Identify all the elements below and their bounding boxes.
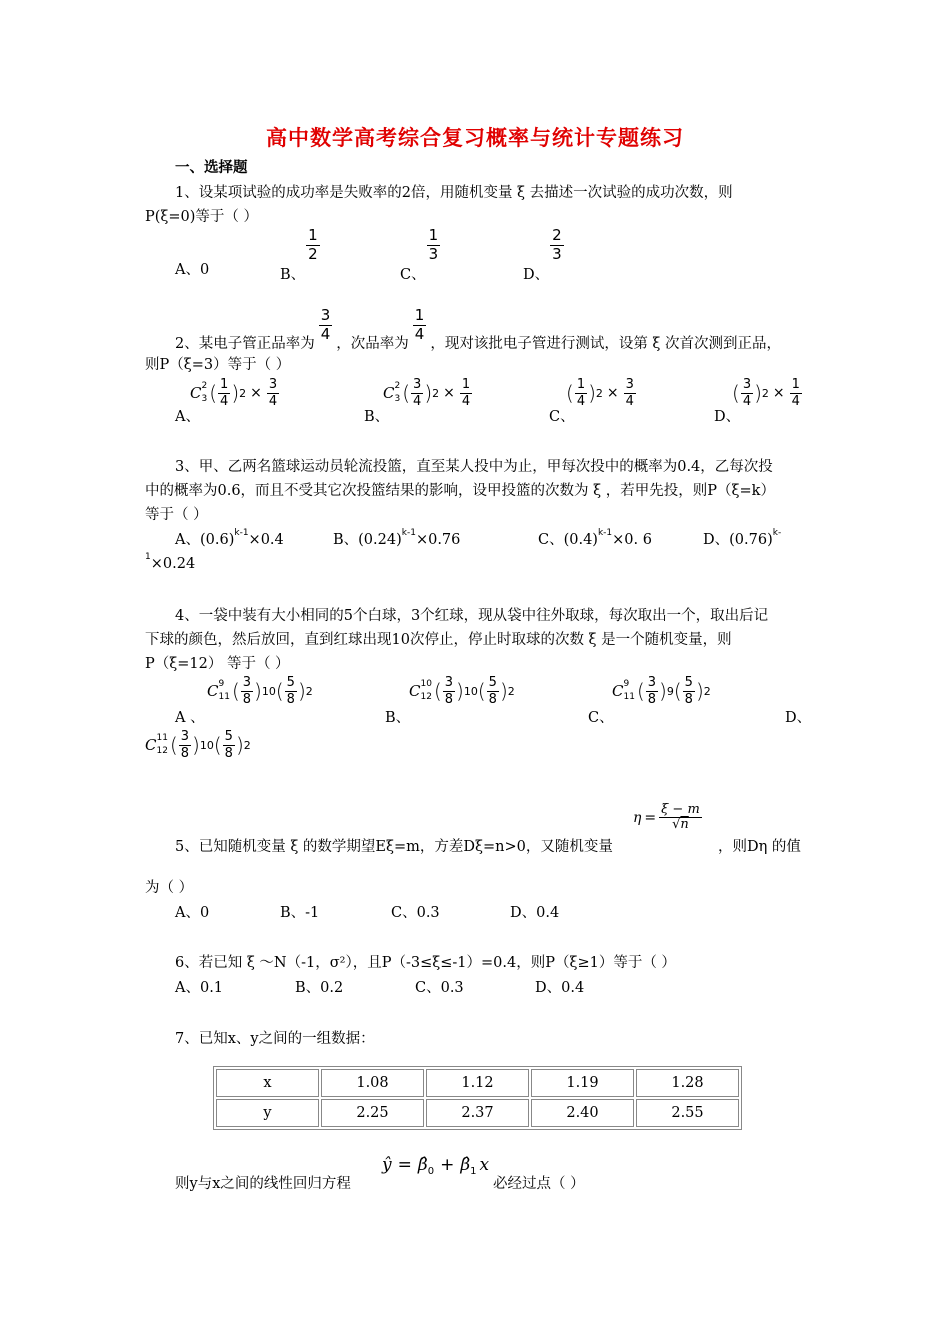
page-title: 高中数学高考综合复习概率与统计专题练习 (266, 125, 684, 150)
q4-option-a-formula: C 9 11 ( $\frac{3}{8}$ ) 10 ( $\frac{5}{8}$ ) 2 (207, 675, 313, 707)
q2-option-b-formula: C 2 3 ( $\frac{3}{4}$ ) 2 × $\frac{1}{4}$ (383, 377, 471, 409)
q4-option-a-label: A 、 (175, 710, 205, 726)
q4-option-b-label: B、 (385, 710, 411, 726)
q6-option-b: B、0.2 (295, 980, 344, 996)
table-cell: 2.25 (321, 1099, 424, 1127)
q7-line2: 则y与x之间的线性回归方程 (175, 1176, 351, 1192)
q7-line1: 7、已知x、y之间的一组数据： (175, 1031, 375, 1047)
q4-line1: 4、一袋中装有大小相同的5个白球，3个红球，现从袋中往外取球，每次取出一个，取出后记 (175, 608, 769, 624)
section-heading: 一、选择题 (175, 159, 248, 176)
q7-regression-formula: ŷ = β̂ 0 + β̂ 1 x (382, 1155, 490, 1177)
q1-b-fraction: $\frac{1}{2}$ (308, 226, 318, 263)
q5-line2: 为（ ） (145, 880, 194, 896)
table-cell: 1.28 (636, 1069, 739, 1097)
q2-fraction-good: $\frac{3}{4}$ (320, 306, 331, 343)
q4-line3: P（ξ=12） 等于（ ） (145, 656, 290, 672)
q3-line3: 等于（ ） (145, 507, 208, 523)
q5-option-c: C、0.3 (391, 905, 440, 921)
q4-option-c-formula: C 9 11 ( $\frac{3}{8}$ ) 9 ( $\frac{5}{8}$ ) 2 (612, 675, 711, 707)
q6-line1: 6、若已知 ξ ～N（-1，σ²），且P（-3≤ξ≤-1）=0.4，则P（ξ≥1）等于（ ） (175, 955, 676, 971)
q1-option-b: B、 $\frac{1}{2}$ (280, 226, 318, 284)
q4-option-d-label: D、 (785, 710, 812, 726)
table-cell: 1.12 (426, 1069, 529, 1097)
q1-line2: P(ξ=0)等于（ ） (145, 209, 259, 225)
table-cell: 2.37 (426, 1099, 529, 1127)
q3-option-d: D、$(0.76)^{k-}$ (703, 528, 782, 548)
q1-option-a: A、0 (175, 262, 210, 278)
q6-option-d: D、0.4 (535, 980, 585, 996)
q3-line2: 中的概率为0.6，而且不受其它次投篮结果的影响，设甲投篮的次数为 ξ ，若甲先投，则P（ξ=k） (145, 483, 775, 499)
q4-option-c-label: C、 (588, 710, 614, 726)
table-cell: 1.19 (531, 1069, 634, 1097)
q1-d-fraction: $\frac{2}{3}$ (552, 226, 562, 263)
q2-option-d-label: D、 (714, 409, 741, 425)
q4-line2: 下球的颜色，然后放回，直到红球出现10次停止，停止时取球的次数 ξ 是一个随机变量，则 (145, 632, 732, 648)
table-cell: 2.55 (636, 1099, 739, 1127)
q1-option-c: C、 $\frac{1}{3}$ (400, 226, 439, 284)
q2-option-c-formula: ( $\frac{1}{4}$ ) 2 × $\frac{3}{4}$ (566, 377, 634, 409)
table-row (216, 1069, 739, 1097)
table-cell: 1.08 (321, 1069, 424, 1097)
q5-line1: 5、已知随机变量 ξ 的数学期望Eξ=m，方差Dξ=n>0，又随机变量 (175, 839, 613, 855)
q6-option-a: A、0.1 (175, 980, 224, 996)
q2-line1: 2、某电子管正品率为 $\frac{3}{4}$ ，次品率为 $\frac{1}{4}$ ，现对该批电子管进行测试，设第 ξ 次首次测到正品， (175, 306, 782, 352)
q2-fraction-bad: $\frac{1}{4}$ (414, 306, 425, 343)
q3-option-d-cont: $^1$×0.24 (145, 552, 196, 572)
data-table (213, 1066, 742, 1130)
q3-option-a: A、$(0.6)^{k-1}\times 0.4$ (175, 528, 284, 548)
table-cell: x (216, 1069, 319, 1097)
q4-option-d-formula: C 11 12 ( $\frac{3}{8}$ ) 10 ( $\frac{5}{8}$ ) 2 (145, 729, 251, 761)
table-cell: y (216, 1099, 319, 1127)
q3-line1: 3、甲、乙两名篮球运动员轮流投篮，直至某人投中为止，甲每次投中的概率为0.4，乙每次投 (175, 459, 773, 475)
q1-c-fraction: $\frac{1}{3}$ (428, 226, 439, 263)
q2-option-a-formula: C 2 3 ( $\frac{1}{4}$ ) 2 × $\frac{3}{4}$ (190, 377, 278, 409)
q5-line1-tail: ，则Dη 的值 (718, 839, 801, 855)
q1-line1: 1、设某项试验的成功率是失败率的2倍，用随机变量 ξ 去描述一次试验的成功次数，则 (175, 185, 733, 201)
q6-option-c: C、0.3 (415, 980, 464, 996)
q2-line2: 则P（ξ=3）等于（ ） (145, 357, 291, 373)
q2-option-c-label: C、 (549, 409, 575, 425)
table-row (216, 1099, 739, 1127)
q2-option-d-formula: ( $\frac{3}{4}$ ) 2 × $\frac{1}{4}$ (732, 377, 800, 409)
q4-option-b-formula: C 10 12 ( $\frac{3}{8}$ ) 10 ( $\frac{5}{8}$ ) 2 (409, 675, 515, 707)
q2-option-a-label: A、 (175, 409, 200, 425)
q5-eta-formula: η = $\frac{\xi - m}{√n}$ (633, 802, 700, 833)
q5-option-b: B、-1 (280, 905, 320, 921)
q3-option-b: B、$(0.24)^{k-1}\times 0.76$ (333, 528, 461, 548)
q1-option-d: D、 $\frac{2}{3}$ (523, 226, 562, 284)
q5-option-d: D、0.4 (510, 905, 560, 921)
q2-option-b-label: B、 (364, 409, 390, 425)
q3-option-c: C、$(0.4)^{k-1}\times 0$. 6 (538, 528, 652, 548)
table-cell: 2.40 (531, 1099, 634, 1127)
q5-option-a: A、0 (175, 905, 210, 921)
q7-line2-tail: 必经过点（ ） (493, 1176, 585, 1192)
